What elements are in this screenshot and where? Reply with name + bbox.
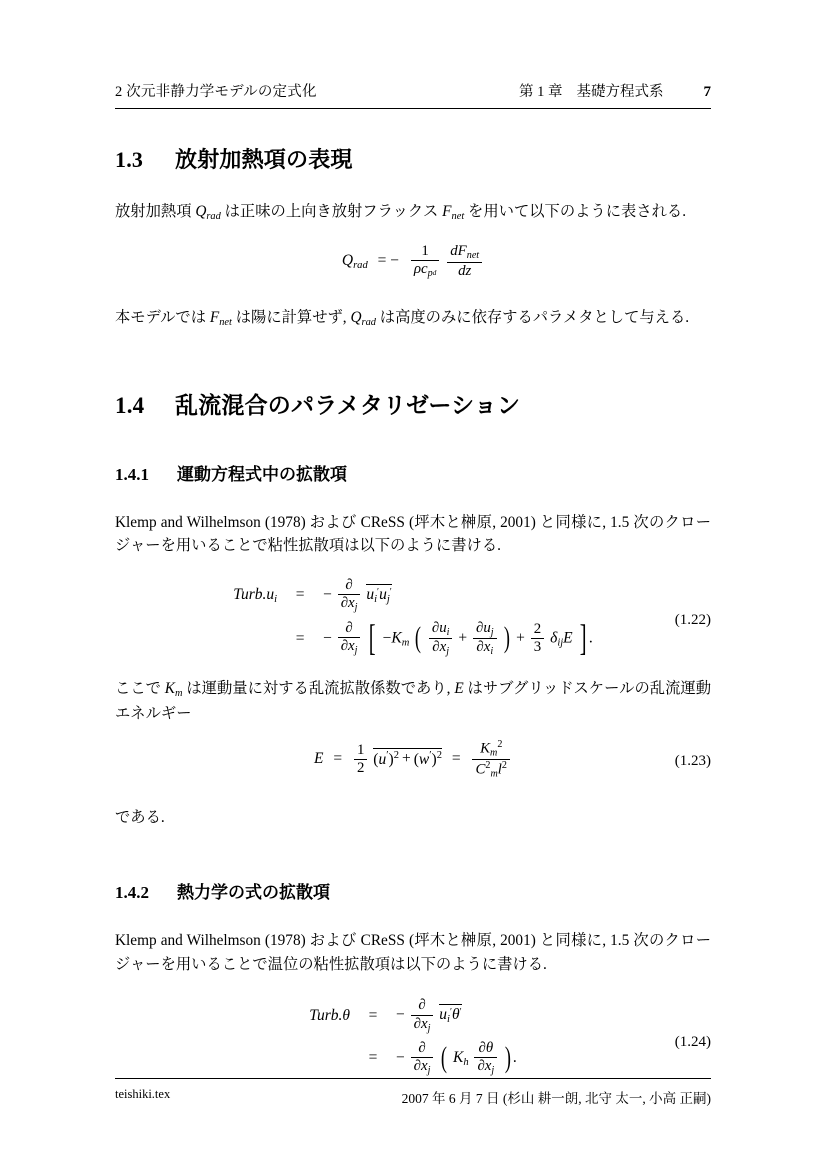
u-sub-i: i	[446, 626, 450, 638]
partial-theta: ∂θ	[478, 1040, 494, 1056]
partial-x: ∂x	[476, 639, 491, 656]
z-symbol: z	[465, 262, 472, 279]
minus-sign: −	[396, 1048, 405, 1066]
section-number-1-4: 1.4	[115, 392, 145, 418]
page-footer	[115, 1078, 711, 1107]
turb-u-sub: i	[274, 593, 278, 605]
math-f-sub: net	[219, 316, 232, 328]
eq-relation: =	[333, 750, 343, 768]
square-exponent: 2	[436, 749, 442, 761]
km-exponent: 2	[497, 739, 503, 751]
frac-numerator	[474, 1040, 497, 1057]
subsection-heading-1-4-2	[115, 878, 711, 903]
fraction-one-half	[354, 742, 367, 777]
fraction-partial-xj	[338, 577, 361, 614]
equation-number-1-22: (1.22)	[674, 612, 711, 629]
delta-sub: ij	[557, 637, 564, 649]
frac-denominator: 3	[531, 638, 544, 656]
fraction-partial-xj	[411, 1040, 434, 1077]
footer-filename: teishiki.tex	[115, 1087, 171, 1101]
km-sub: m	[490, 747, 498, 759]
text-frag: 放射加熱項	[115, 203, 196, 220]
paragraph-1-4-1-2	[115, 677, 711, 726]
partial-x: ∂x	[432, 639, 447, 656]
frac-denominator	[473, 638, 497, 657]
u-symbol: u	[439, 1006, 448, 1024]
frac-numerator	[429, 620, 453, 638]
eq-relation: =	[295, 629, 305, 647]
eq-relation: =	[368, 1049, 378, 1067]
w-symbol: w	[418, 750, 430, 768]
subsection-number-1-4-1: 1.4.1	[115, 464, 149, 484]
equation-1-22	[115, 574, 711, 661]
prime-symbol: ′	[429, 749, 432, 761]
turb-u: Turb.u	[233, 585, 275, 603]
left-paren: (	[415, 622, 422, 655]
equation-1-24-align	[309, 994, 517, 1079]
x-sub-i: i	[490, 645, 494, 657]
frac-numerator: 1	[421, 243, 429, 260]
section-title-1-4: 乱流混合のパラメタリゼーション	[175, 392, 521, 418]
minus-sign: −	[323, 585, 332, 603]
E-symbol: E	[563, 629, 573, 647]
u-symbol: u	[378, 750, 387, 768]
subsection-number-1-4-2: 1.4.2	[115, 883, 149, 903]
eq-lhs	[309, 994, 360, 1037]
c-sub-p: p	[427, 267, 433, 279]
text-frag: はサブグリッドスケールの乱流運動エネルギー	[115, 679, 711, 722]
fraction-partial-xj	[338, 620, 361, 657]
overline-uitheta	[439, 1004, 461, 1025]
fraction-dui-dxj	[429, 620, 453, 658]
subsection-title-1-4-2: 熱力学の式の拡散項	[177, 883, 330, 903]
frac-numerator	[473, 620, 497, 638]
cm-exponent: 2	[485, 760, 491, 772]
prime-symbol: ′	[386, 749, 389, 761]
eq-rhs-line1	[313, 574, 593, 617]
math-f: F	[209, 308, 220, 326]
equation-number-1-24: (1.24)	[674, 1034, 711, 1051]
partial-x-sub: j	[354, 645, 358, 657]
theta-symbol: θ	[452, 1006, 460, 1024]
text-frag: ここで	[115, 679, 165, 697]
text-frag: を用いて以下のように表される.	[464, 203, 687, 220]
plus-sign: +	[401, 750, 411, 768]
frac-denominator	[411, 1057, 434, 1076]
subsection-heading-1-4-1	[115, 460, 711, 485]
square-exponent: 2	[393, 749, 399, 761]
frac-denominator	[447, 262, 482, 280]
partial-x: ∂x	[413, 1058, 428, 1075]
partial-x: ∂x	[477, 1058, 492, 1075]
fraction-duj-dxi	[473, 620, 497, 658]
paragraph-1-4-1-3: である.	[115, 809, 165, 827]
minus-sign: −	[382, 629, 392, 647]
eq-relation: = −	[377, 251, 399, 269]
math-q-sub: rad	[361, 316, 376, 328]
section-heading-1-3	[115, 143, 711, 174]
overline-uprime-sq: $(u')^2 + (w')^2$	[373, 749, 442, 768]
equation-row	[233, 574, 593, 617]
x-sub-j: j	[491, 1064, 495, 1076]
equation-row	[233, 617, 593, 661]
partial-x: ∂x	[340, 595, 355, 612]
u-sub-j: j	[386, 593, 390, 605]
km-symbol: K	[164, 679, 175, 697]
frac-denominator	[338, 594, 361, 613]
fraction-dtheta-dxj	[474, 1040, 497, 1077]
section-title-1-3: 放射加熱項の表現	[175, 147, 353, 172]
text-frag: は陽に計算せず,	[231, 308, 351, 326]
footer-info: 2007 年 6 月 7 日 (杉山 耕一朗, 北守 太一, 小高 正嗣)	[401, 1091, 711, 1106]
fraction-partial-xj	[411, 997, 434, 1034]
eq-relation: =	[295, 586, 305, 604]
partial-x-sub: j	[354, 601, 358, 613]
km-symbol: K	[480, 740, 490, 757]
text-frag: は正味の上向き放射フラックス	[220, 203, 443, 220]
eq-lhs-empty	[309, 1037, 360, 1080]
frac-numerator: 1	[356, 742, 365, 759]
running-head-chapter: 第 1 章	[519, 84, 563, 100]
eq-lhs-empty	[233, 617, 287, 661]
left-bracket: [	[369, 617, 376, 659]
equation-row	[309, 1037, 517, 1080]
plus-sign: +	[458, 629, 468, 647]
rho-symbol: ρ	[413, 261, 421, 278]
turb-theta: Turb.θ	[309, 1006, 351, 1024]
frac-denominator	[472, 759, 510, 780]
text-frag: 本モデルでは	[115, 308, 210, 326]
fraction-1-rhocp	[411, 243, 440, 280]
cm-sub: m	[490, 768, 498, 780]
x-sub-j: j	[427, 1022, 431, 1034]
subsection-title-1-4-1: 運動方程式中の拡散項	[177, 464, 347, 484]
overline-uiuj: $u_i'u_j'$	[366, 585, 392, 605]
right-bracket: ]	[579, 617, 587, 659]
frac-numerator: ∂	[345, 577, 353, 594]
eq-lhs-q-sub: rad	[353, 259, 368, 271]
E-symbol: E	[454, 679, 464, 697]
running-head	[115, 80, 711, 109]
fraction-dfnet-dz	[447, 243, 482, 280]
c-symbol: c	[420, 261, 428, 278]
kh-sub: h	[463, 1056, 469, 1068]
math-q-sub: rad	[206, 210, 221, 222]
running-head-chapter-name: 基礎方程式系	[576, 84, 664, 100]
x-sub-j: j	[427, 1064, 431, 1076]
minus-sign: −	[396, 1006, 405, 1024]
u-sub-i: i	[374, 593, 378, 605]
km-symbol: K	[391, 629, 402, 647]
eq-rhs-line1	[386, 994, 517, 1037]
eq-rhs-line2: − $\frac{\partial}{\partial x_j}$ [ $-K_m$ ( $\frac{\partial u_i}{\partial x_j}$ + $\frac{\partial u_j}{\partial x_i}$ ) + $\frac{2}{3}$ $\delta_{ij}E$ ] .	[323, 617, 593, 659]
l-exponent: 2	[501, 760, 507, 772]
section-heading-1-4	[115, 387, 711, 420]
left-paren: (	[441, 1042, 448, 1075]
partial-u: ∂u	[475, 619, 491, 636]
u-sub-j: j	[490, 626, 494, 638]
prime-symbol: ′	[449, 1007, 453, 1018]
paragraph-1-4-1-1: Klemp and Wilhelmson (1978) および CReSS (坪木と榊原, 2001) と同様に, 1.5 次のクロージャーを用いることで粘性拡散項は以下のように書ける.	[115, 513, 711, 555]
fraction-km2-cm2l2	[472, 739, 510, 780]
paragraph-1-3-1	[115, 200, 711, 225]
equation-1-22-align	[233, 574, 593, 661]
u-sub-i: i	[447, 1014, 450, 1026]
text-frag: は高度のみに依存するパラメタとして与える.	[375, 308, 690, 326]
partial-u: ∂u	[431, 619, 447, 636]
math-q: Q	[195, 203, 207, 220]
math-f: F	[442, 203, 452, 220]
frac-numerator: 2	[533, 620, 542, 637]
frac-numerator: ∂	[418, 1040, 426, 1056]
eq-relation: =	[368, 1006, 378, 1024]
d-symbol: d	[458, 262, 466, 279]
f-sub-net: net	[466, 249, 480, 261]
cm-symbol: C	[475, 761, 486, 778]
prime-symbol: ′	[459, 1007, 462, 1018]
fraction-two-thirds	[531, 621, 544, 656]
frac-numerator	[447, 243, 482, 261]
equation-1-24	[115, 994, 711, 1079]
text-frag: は運動量に対する乱流拡散係数であり,	[182, 679, 455, 697]
frac-denominator	[411, 1015, 434, 1034]
eq-relation: =	[451, 750, 461, 768]
partial-x: ∂x	[340, 638, 355, 655]
page-number: 7	[703, 84, 711, 100]
c-sub-d: d	[432, 268, 437, 278]
plus-sign: +	[516, 629, 525, 647]
frac-denominator: 2	[354, 759, 367, 777]
running-head-left: 2 次元非静力学モデルの定式化	[115, 84, 317, 100]
math-f-sub: net	[451, 210, 465, 222]
paragraph-1-4-2-1: Klemp and Wilhelmson (1978) および CReSS (坪木と榊原, 2001) と同様に, 1.5 次のクロージャーを用いることで温位の粘性拡散項は以下のように書ける.	[115, 932, 711, 973]
km-sub: m	[401, 637, 410, 649]
equation-row	[309, 994, 517, 1037]
frac-numerator	[472, 739, 510, 759]
u-symbol: u	[379, 585, 387, 603]
paragraph-1-3-2	[115, 306, 711, 331]
eq-lhs	[233, 574, 287, 617]
section-number-1-3: 1.3	[115, 147, 144, 172]
f-symbol: F	[457, 243, 467, 260]
page-content	[115, 80, 711, 1080]
kh-symbol: K	[452, 1048, 464, 1066]
eq-rhs-line2: − $\frac{\partial}{\partial x_j}$ ( $K_h$ $\frac{\partial\theta}{\partial x_j}$ ) .	[396, 1040, 517, 1076]
equation-1-23	[115, 739, 711, 780]
partial-x: ∂x	[413, 1015, 428, 1032]
frac-numerator: ∂	[345, 620, 353, 637]
right-paren: )	[504, 622, 511, 655]
l-symbol: l	[497, 761, 502, 778]
E-symbol: E	[314, 750, 324, 768]
km-sub: m	[174, 687, 183, 699]
frac-denominator	[474, 1057, 497, 1076]
delta-symbol: δ	[550, 629, 558, 647]
frac-denominator	[411, 260, 440, 279]
frac-denominator	[338, 637, 361, 656]
equation-qrad	[115, 243, 711, 280]
u-symbol: u	[366, 585, 375, 603]
math-q: Q	[350, 308, 362, 326]
right-paren: )	[504, 1042, 512, 1075]
running-head-right	[519, 80, 711, 101]
minus-sign: −	[323, 629, 332, 647]
frac-numerator: ∂	[418, 997, 426, 1014]
eq-lhs-q: Q	[341, 251, 354, 269]
x-sub-j: j	[446, 645, 450, 657]
frac-denominator	[429, 638, 453, 657]
equation-number-1-23: (1.23)	[674, 753, 711, 770]
d-symbol: d	[450, 243, 458, 260]
